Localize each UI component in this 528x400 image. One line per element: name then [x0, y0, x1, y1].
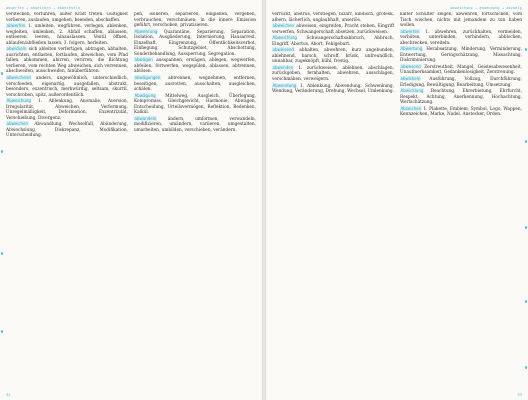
entry-text: Schwangerschaftsabbruch, Abbruch, Eingriff, Abortus, Abort, Fehlgeburt.: [272, 36, 394, 47]
dictionary-entry: [134, 29, 256, 58]
dictionary-entry: [400, 29, 522, 47]
entry-headword: abwenden: [272, 64, 294, 70]
entry-text: abtrennen, wegnehmen, entfernen, beseitigen, ausrotten, ausschalten, ausgleichen, schälen.: [134, 76, 256, 93]
dictionary-entry: [6, 121, 128, 139]
dictionary-entry: [6, 46, 128, 75]
margin-marker: [525, 226, 527, 229]
dictionary-entry: [400, 106, 522, 118]
margin-marker: [525, 300, 527, 303]
entry-headword: Abwendung: [272, 82, 297, 88]
entry-headword: Abweichung: [272, 35, 297, 41]
entry-text: Zerstreutheit, Mangel, Geistesabwesenheit, Unaufmerksamkeit, Gedankenlosigkeit, Zerstreuung.: [400, 64, 522, 76]
margin-marker: [1, 150, 3, 153]
entry-text: sich ableiten verfertigen, abtragen, abhalten, ausrichten, entlasten, fortlaufen, abweichen, vom Pfad fallen, abkommen, abirren, verirren, die Richtung verlieren, vom rechten Weg abweichen, sich verrennen, abschweifen, ausschweifen, hinüberführen.: [6, 47, 128, 75]
dictionary-entry: [400, 76, 522, 88]
entry-text: verrückt, abstrus, verstiegen, bizarr, kindisch, grotesk, albern, lächerlich, unglaubhaft, unseriös.: [272, 12, 394, 23]
entry-text: 1. Plakette, Emblem, Symbol, Logo, Wappen, Kennzeichen, Marke, Nadel, Anstecker, Orden.: [400, 106, 522, 118]
dictionary-entry: [6, 98, 128, 121]
dictionary-entry: [6, 75, 128, 98]
entry-text: Ausführung, Vollzug, Durchführung, Erledigung, Bewältigung, Bearbeitung, Umsetzung.: [400, 77, 522, 88]
entry-text: abhalten, abwehren, kurz angebunden, ablehnend, barsch, schroff, brüsk, unfreundlich, unnahbar, zugeknöpft, kühl, frostig.: [272, 48, 394, 65]
entry-text: Abwandlung, Wechselfall, Abänderung, Abwechslung, Diskrepanz, Modifikation, Unterscheidung.: [6, 122, 128, 139]
entry-text: Beachtung, Ehrerbietung, Ehrfurcht, Respekt, Achtung, Anerkennung, Hochachtung, Wertschätzung.: [400, 89, 522, 106]
right-column-2: [400, 12, 522, 388]
dictionary-entry: [272, 35, 394, 47]
dictionary-entry: [272, 65, 394, 83]
margin-marker: [525, 366, 527, 369]
entry-text: ändern, umformen, verwandeln, modifizieren, umändern, variieren, umgestalten, umarbeiten, umbilden, verschieben, verändern.: [134, 116, 256, 133]
right-folio: 33: [517, 393, 522, 397]
dictionary-entry: [400, 46, 522, 64]
entry-text: Mittelweg, Ausgleich, Überlegung, Kompromiss, Gleichgewicht, Harmonie, Abwägen, Entscheidung, Urteilsvermögen, Reflektion, Bedenken, Kalkül.: [134, 93, 256, 116]
entry-text: 1. Ablenkung, Anomalie, Aversion, Irregularität, Abweichen, Verformung, Unregelmäßigkeit, Deformation, Exzentrizität, Verschiebung, Divergenz.: [6, 99, 128, 121]
dictionary-entry: [400, 64, 522, 76]
entry-headword: abwandeln: [134, 115, 157, 121]
margin-marker: [1, 330, 3, 333]
entry-text: Herabsetzung, Minderung, Verminderung, Entwertung, Geringschätzung, Missachtung, Diskriminierung.: [400, 47, 522, 64]
right-page: [266, 0, 528, 400]
dictionary-entry: [6, 23, 128, 46]
dictionary-entry: [134, 93, 256, 116]
margin-marker: [525, 140, 527, 143]
entry-text: verstecken, verführen, außer Kraft treten. Gültigkeit verlieren, auslaufen, umgehen, beenden, abschaffen.: [6, 12, 128, 23]
right-columns: [272, 12, 522, 388]
dictionary-entry: [134, 75, 256, 93]
margin-marker: [525, 48, 527, 51]
dictionary-entry: [134, 12, 256, 29]
entry-headword: Abwertung: [400, 46, 423, 52]
dictionary-entry: [272, 47, 394, 65]
left-column-1: [6, 12, 128, 388]
right-column-1: [272, 12, 394, 388]
margin-marker: [1, 252, 3, 255]
entry-headword: abwickeln: [400, 76, 421, 82]
entry-text: 1. Ablenkung, Abwendung, Schwenkung, Wendung, Veränderung, Drehung, Wechsel, Umlenkung.: [272, 83, 394, 95]
dictionary-entry: [134, 116, 256, 134]
left-columns: [6, 12, 256, 388]
entry-headword: abwägungen: [134, 75, 161, 81]
entry-text: abweisen, eingreifen, Pracht stehen, Eingriff verwerfen, Schwangerschaft absetzen, zurückweisen.: [272, 24, 394, 35]
dictionary-entry: [6, 12, 128, 23]
entry-headword: Abwicklung: [400, 88, 424, 94]
entry-headword: abwägen: [134, 57, 153, 63]
entry-text: pen, isolieren, separieren, eingießen, vergeben, verbrauchen, verschmäuen; in die innere Emission geführt, verschoben, privatisieren.: [134, 12, 256, 29]
dictionary-entry: [272, 23, 394, 35]
entry-headword: abwickeln: [6, 46, 27, 52]
entry-text: ausspannen, erwägen, ablegen, wegwerfen, abfeilen, fortwerfen, wegspülen, ablassen, abtrennen, ablösen.: [134, 58, 256, 75]
entry-text: kalter Schulter zeigen, abwehren, fortschicken, vom Tisch wischen, nichts mit jemandem zu tun haben wollen.: [400, 12, 522, 29]
entry-text: anders, ungewöhnlich, unterschiedlich, verschieden, eigenartig, ausgefallen, abstrakt, besonders, exzentrisch, merkwürdig, seltsam, skurril, verschroben, spitz, außerordentlich.: [6, 76, 128, 98]
entry-headword: Abweichung: [6, 98, 31, 104]
entry-headword: abweichen: [272, 23, 295, 29]
entry-text: 1. umleiten, wegführen, verlegen, ablenken, wegleiten, umlenken, 2. Abfall schaffen, ablassen, entleeren, leeren, hinauslassen. Ventil öffnen, ablaufen/abfließen lassen, 3. folgern, herleiten.: [6, 24, 128, 46]
dictionary-entry: [400, 88, 522, 106]
dictionary-entry: [134, 57, 256, 75]
entry-headword: abwesend: [400, 63, 421, 69]
left-folio: 32: [6, 393, 11, 397]
entry-text: Quarantäne, Separierung, Separation, Isolation, Ausgliederung, Internierung, Hausarrest, Einzelhaft, Eingrenzung, Öffentlichkeitsverbot, Einhegung, Schutzgebiet, Abschottung, Sonderbehandlung, Aussperrung, Segregation.: [134, 29, 256, 57]
left-column-2: [134, 12, 256, 388]
entry-headword: abwerten: [400, 28, 420, 34]
margin-marker: [1, 72, 3, 75]
entry-headword: Abwehrung: [134, 28, 158, 34]
dictionary-entry: [272, 12, 394, 23]
right-running-header: abweichung → abwendung → abzweig: [450, 6, 522, 10]
entry-text: 1. abwehren, zurückhalten, vermeiden, verhüten, unterbinden, verhindern, abblocken, abschrecken, vereiteln.: [400, 29, 522, 46]
dictionary-entry: [272, 83, 394, 95]
entry-headword: abweichend: [6, 75, 31, 81]
dictionary-entry: [400, 12, 522, 29]
left-page: [0, 0, 262, 400]
entry-headword: abweichen: [6, 121, 29, 127]
left-running-header: abwerfen → abweichen → abwechseln: [6, 6, 80, 10]
entry-headword: Abzeichen: [400, 105, 422, 111]
entry-headword: abwerfen: [6, 23, 26, 29]
entry-headword: Abwägung: [134, 92, 156, 98]
entry-text: 1. zurückweisen, ablehnen, abschlagen, zurückgeben, fernhalten, abwehren, ausschlagen, verschmähen, verweigern.: [272, 65, 394, 83]
entry-headword: abweisend: [272, 47, 294, 53]
